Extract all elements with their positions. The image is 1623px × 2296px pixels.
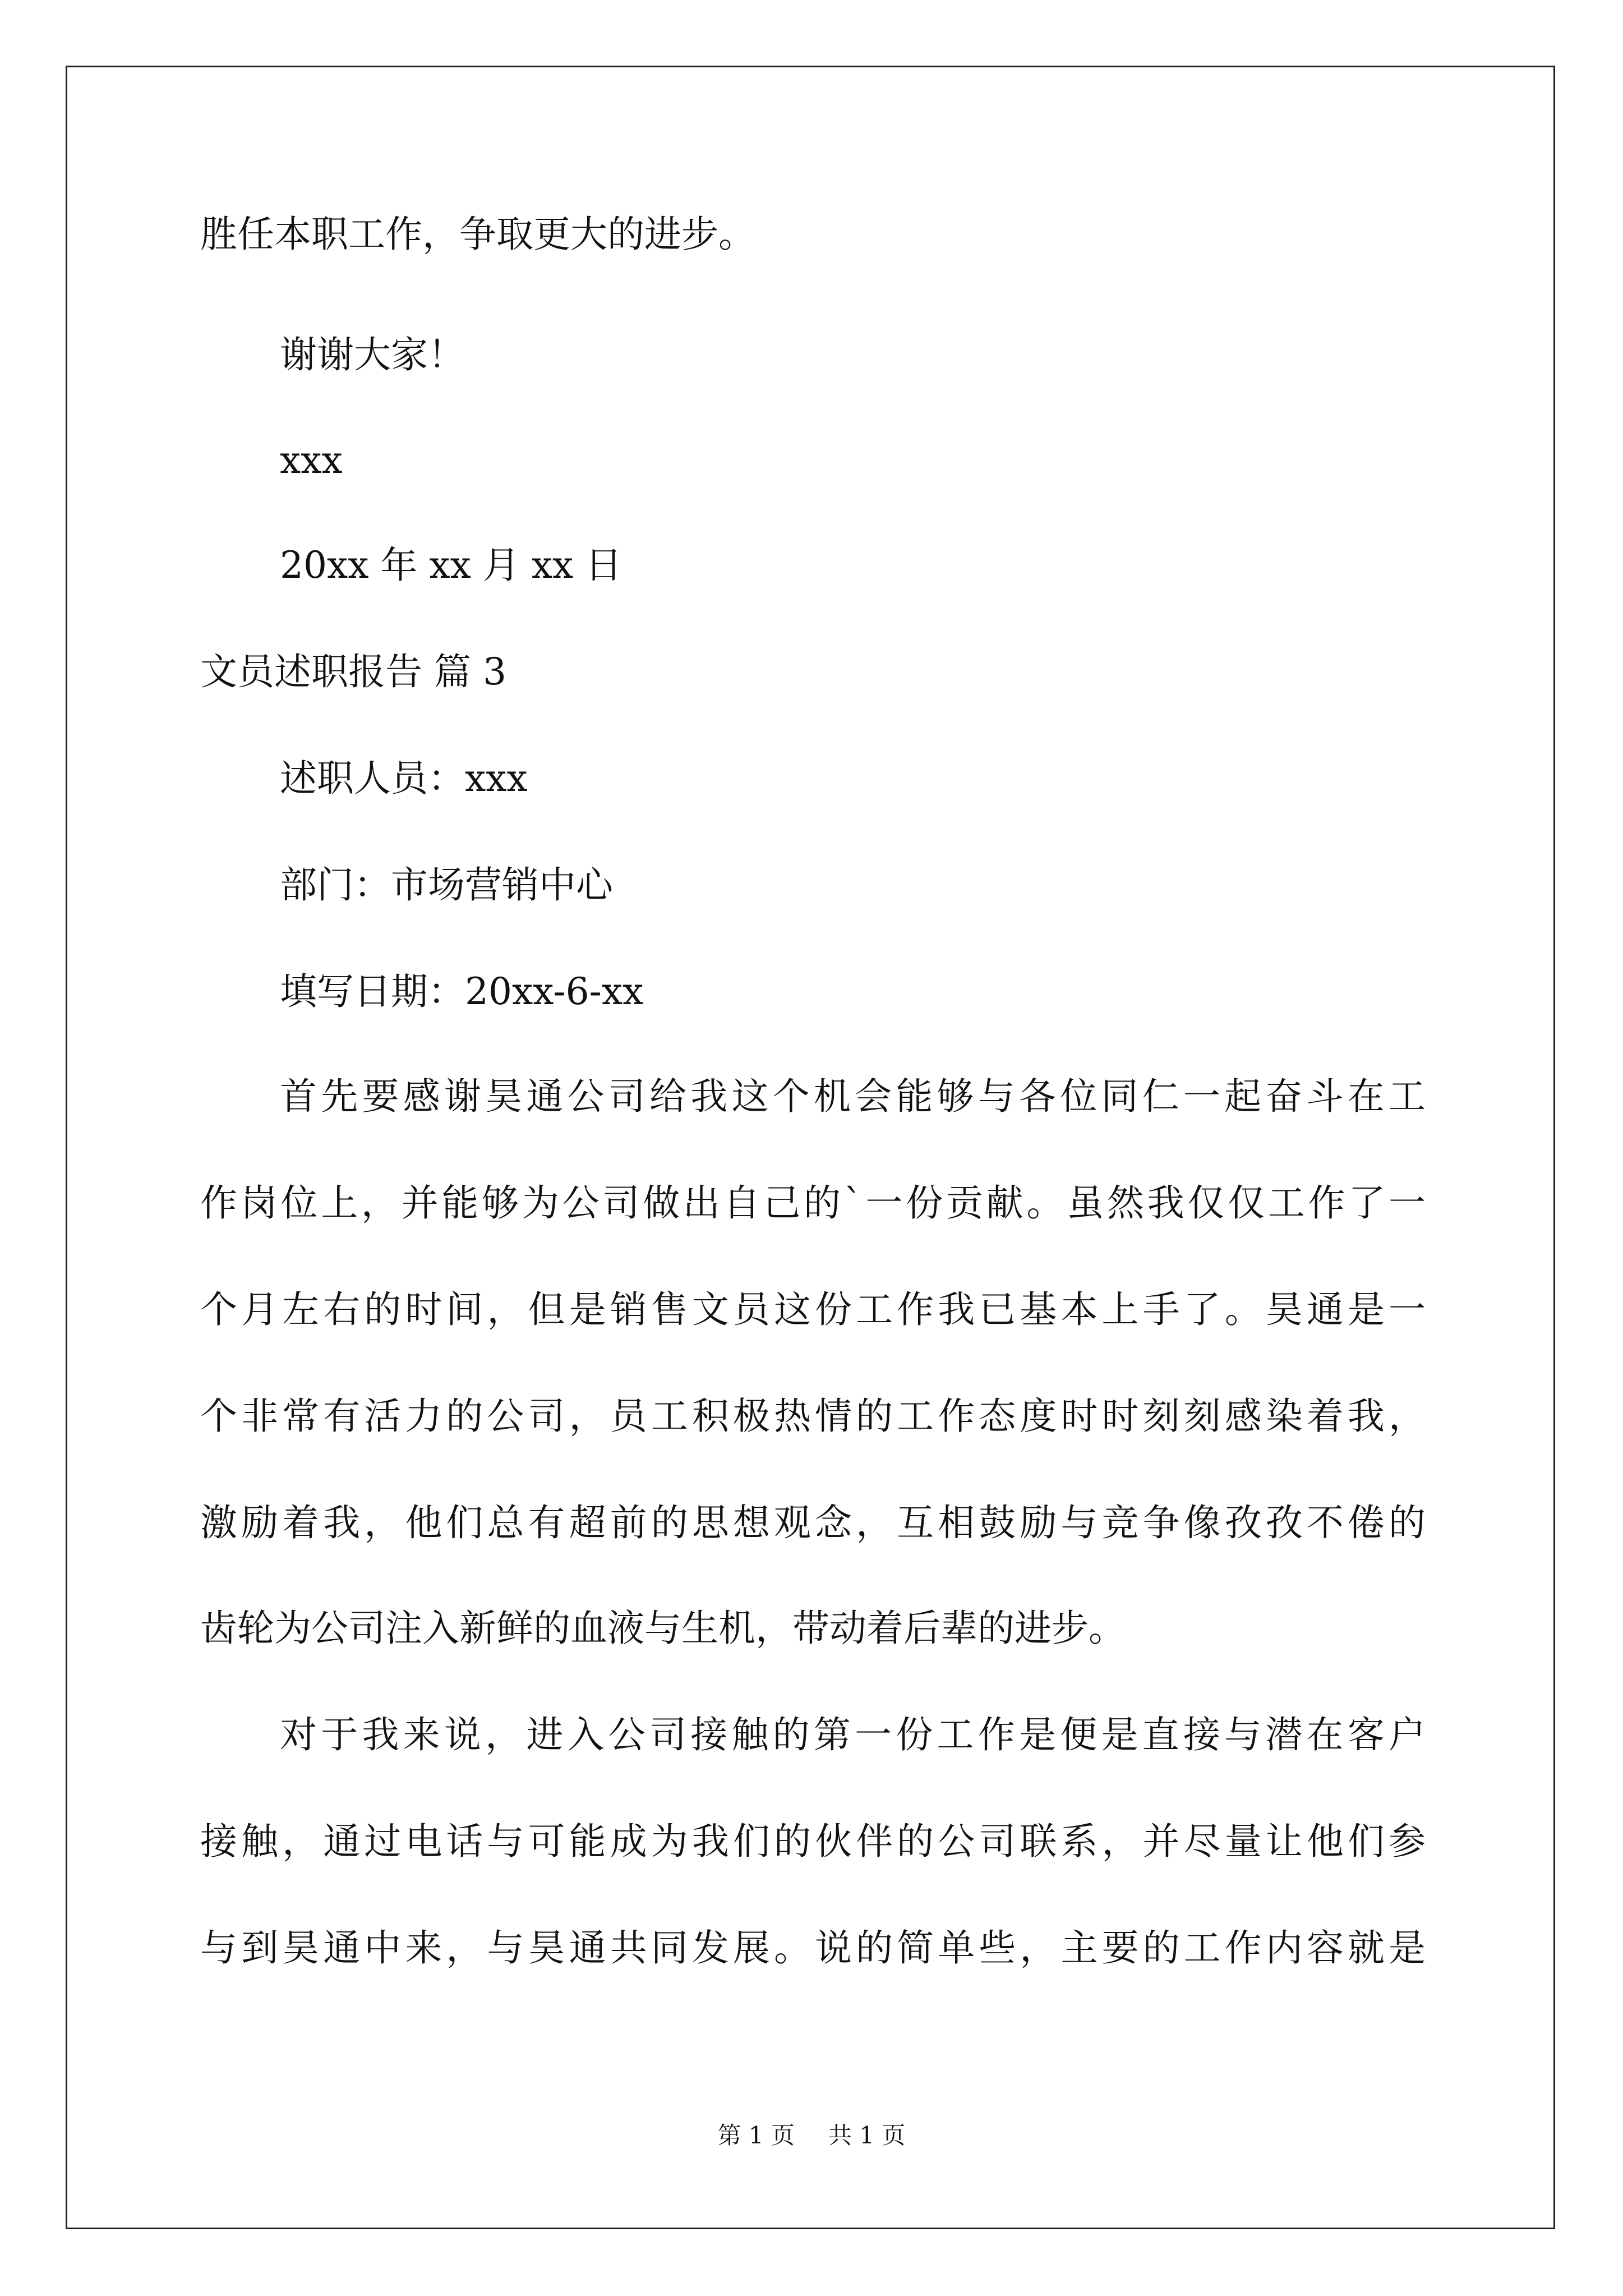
text-line: 胜任本职工作，争取更大的进步。 bbox=[200, 213, 755, 256]
paragraph-line: 与到昊通中来，与昊通共同发展。说的简单些，主要的工作内容就是 bbox=[200, 1926, 1426, 1970]
reporter-line: 述职人员：xxx bbox=[280, 757, 528, 800]
page-total: 共 1 页 bbox=[828, 2122, 906, 2149]
paragraph-line: 首先要感谢昊通公司给我这个机会能够与各位同仁一起奋斗在工 bbox=[280, 1075, 1426, 1118]
paragraph-line: 对于我来说，进入公司接触的第一份工作是便是直接与潜在客户 bbox=[280, 1713, 1426, 1756]
section-heading: 文员述职报告 篇 3 bbox=[200, 650, 506, 693]
signature-date: 20xx 年 xx 月 xx 日 bbox=[280, 544, 623, 587]
page-footer bbox=[0, 2124, 1623, 2147]
page-number: 第 1 页 bbox=[717, 2122, 795, 2149]
department-line: 部门：市场营销中心 bbox=[280, 863, 613, 907]
paragraph-line: 齿轮为公司注入新鲜的血液与生机，带动着后辈的进步。 bbox=[200, 1607, 1126, 1650]
paragraph-line: 作岗位上，并能够为公司做出自己的`一份贡献。虽然我仅仅工作了一 bbox=[200, 1181, 1426, 1225]
signature-name: xxx bbox=[280, 439, 343, 482]
paragraph-line: 接触，通过电话与可能成为我们的伙伴的公司联系，并尽量让他们参 bbox=[200, 1820, 1426, 1863]
paragraph-line: 个月左右的时间，但是销售文员这份工作我已基本上手了。昊通是一 bbox=[200, 1288, 1426, 1331]
text-line: 谢谢大家！ bbox=[280, 333, 465, 376]
date-line: 填写日期：20xx-6-xx bbox=[280, 970, 644, 1013]
page-frame bbox=[66, 66, 1555, 2229]
paragraph-line: 激励着我，他们总有超前的思想观念，互相鼓励与竞争像孜孜不倦的 bbox=[200, 1501, 1426, 1544]
paragraph-line: 个非常有活力的公司，员工积极热情的工作态度时时刻刻感染着我， bbox=[200, 1395, 1426, 1438]
